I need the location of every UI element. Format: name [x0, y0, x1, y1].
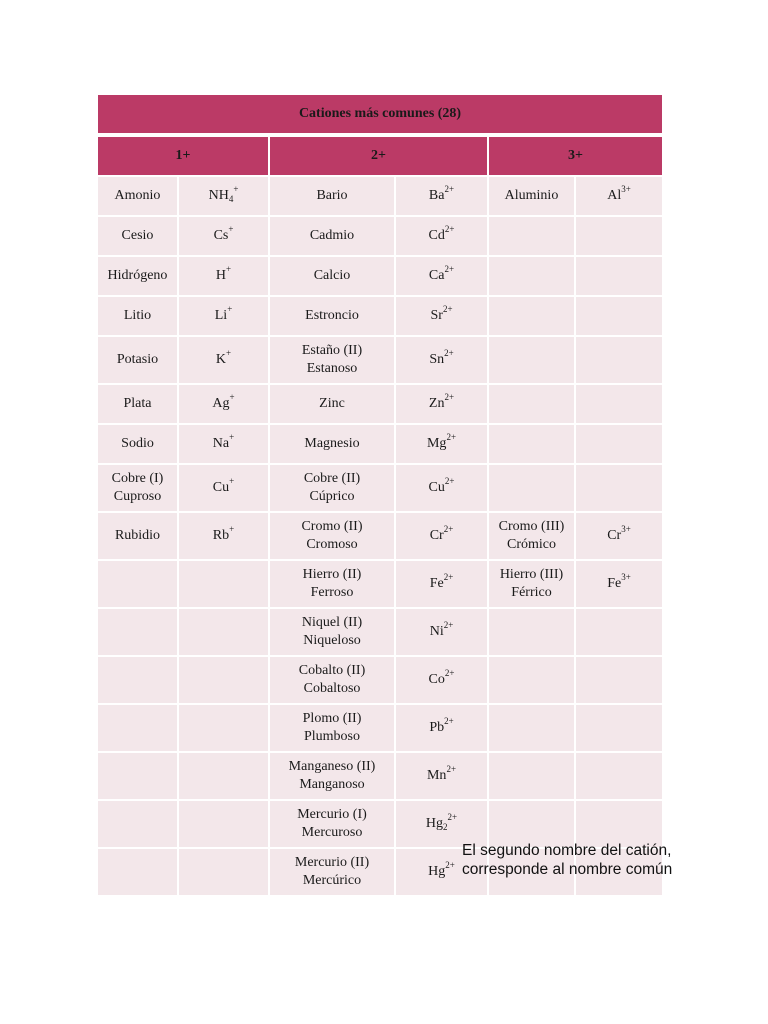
cation-1plus-name: [98, 423, 177, 463]
cation-2plus-name-line-1: Estaño (II): [301, 343, 363, 358]
cation-1plus-symbol-charge: +: [229, 524, 235, 534]
cation-1plus-symbol-subscript: 4: [228, 194, 234, 204]
cation-2plus-symbol-element: Hg: [428, 864, 446, 879]
cation-2plus-symbol-charge: 2+: [444, 224, 455, 234]
cation-3plus-symbol-charge: 3+: [621, 184, 631, 194]
cation-2plus-symbol: [394, 215, 487, 255]
cation-1plus-symbol: [177, 847, 268, 895]
table-row: [98, 463, 662, 511]
cation-3plus-symbol: [574, 703, 662, 751]
cations-table: [98, 95, 662, 895]
cation-2plus-symbol: [394, 423, 487, 463]
cation-3plus-name: [487, 751, 574, 799]
cation-2plus-symbol-element: Mg: [426, 436, 447, 451]
cation-2plus-name: [268, 607, 394, 655]
cation-2plus-symbol-element: Cu: [428, 480, 445, 495]
cation-2plus-name-line-2: Cobaltoso: [303, 681, 361, 696]
cation-2plus-name-line-1: Magnesio: [304, 436, 360, 451]
cation-2plus-symbol-charge: 2+: [444, 348, 454, 358]
cation-2plus-name: [268, 295, 394, 335]
cation-2plus-symbol: [394, 799, 487, 847]
cation-2plus-name-line-1: Manganeso (II): [288, 759, 376, 774]
cation-2plus-name: [268, 383, 394, 423]
cation-2plus-name: [268, 847, 394, 895]
cation-2plus-symbol-charge: 2+: [444, 476, 455, 486]
cation-2plus-name-line-1: Calcio: [313, 268, 351, 283]
cation-1plus-name: [98, 607, 177, 655]
cation-2plus-name: [268, 799, 394, 847]
cation-1plus-symbol-charge: +: [228, 224, 234, 234]
cation-1plus-name: [98, 215, 177, 255]
cation-2plus-name-line-1: Zinc: [319, 396, 345, 411]
cation-2plus-symbol-charge: 2+: [444, 668, 455, 678]
cation-3plus-symbol-charge: 3+: [621, 524, 631, 534]
cation-3plus-name: [487, 511, 574, 559]
cation-1plus-symbol: [177, 607, 268, 655]
cation-1plus-name: [98, 511, 177, 559]
cation-1plus-symbol-charge: +: [229, 476, 235, 486]
cation-2plus-symbol-charge: 2+: [443, 620, 454, 630]
cation-3plus-symbol: [574, 559, 662, 607]
cation-1plus-name: [98, 655, 177, 703]
cation-2plus-symbol-element: Sn: [429, 352, 445, 367]
cation-1plus-name-line-1: Sodio: [121, 436, 154, 451]
cation-1plus-symbol: [177, 215, 268, 255]
cation-3plus-symbol: [574, 463, 662, 511]
cation-2plus-symbol-charge: 2+: [443, 524, 454, 534]
cation-1plus-name: [98, 799, 177, 847]
cation-1plus-symbol: [177, 255, 268, 295]
cation-3plus-name: [487, 255, 574, 295]
cation-1plus-symbol: [177, 799, 268, 847]
cation-2plus-name: [268, 655, 394, 703]
cation-1plus-symbol-charge: +: [233, 184, 239, 194]
cation-1plus-name-line-1: Litio: [123, 308, 152, 323]
cation-3plus-name: [487, 175, 574, 215]
cation-1plus-name: [98, 175, 177, 215]
cation-1plus-name: [98, 255, 177, 295]
cation-2plus-symbol-charge: 2+: [442, 304, 453, 314]
cation-1plus-name: [98, 703, 177, 751]
cation-3plus-name-line-2: Crómico: [507, 537, 556, 552]
cation-2plus-symbol-charge: 2+: [444, 264, 455, 274]
cation-3plus-name: [487, 799, 574, 847]
cation-2plus-name: [268, 423, 394, 463]
cation-3plus-name: [487, 655, 574, 703]
cation-3plus-symbol: [574, 655, 662, 703]
cation-2plus-symbol-charge: 2+: [444, 392, 455, 402]
cation-2plus-name-line-1: Plomo (II): [302, 711, 362, 726]
group-header-2plus: 2+: [268, 137, 487, 175]
cation-2plus-name-line-2: Niqueloso: [303, 633, 361, 648]
cation-1plus-name-line-1: Plata: [123, 396, 152, 411]
cation-2plus-symbol-element: Fe: [429, 576, 444, 591]
table-row: [98, 383, 662, 423]
cation-2plus-symbol-charge: 2+: [445, 860, 455, 870]
cation-3plus-name-line-2: Férrico: [511, 585, 552, 600]
cation-1plus-symbol: [177, 511, 268, 559]
cation-3plus-name-line-1: Aluminio: [504, 188, 559, 203]
group-header-1plus: 1+: [98, 137, 268, 175]
cation-1plus-name-line-1: Potasio: [116, 352, 159, 367]
table-row: [98, 799, 662, 847]
cation-2plus-symbol-element: Hg: [425, 816, 444, 831]
cation-1plus-symbol-element: Cu: [212, 480, 230, 495]
cation-2plus-name: [268, 215, 394, 255]
cation-1plus-name-line-2: Cuproso: [113, 489, 162, 504]
cation-2plus-name-line-1: Cromo (II): [301, 519, 363, 534]
cation-1plus-symbol-element: Na: [212, 436, 230, 451]
table-row: [98, 751, 662, 799]
cation-1plus-symbol: [177, 463, 268, 511]
cation-1plus-symbol: [177, 175, 268, 215]
cation-2plus-name-line-1: Cobre (II): [303, 471, 361, 486]
cation-2plus-symbol-element: Ni: [429, 624, 444, 639]
cation-2plus-name-line-2: Ferroso: [310, 585, 354, 600]
cation-3plus-symbol: [574, 751, 662, 799]
cation-3plus-name-line-1: Cromo (III): [498, 519, 565, 534]
cation-1plus-name: [98, 383, 177, 423]
cation-2plus-symbol-charge: 2+: [447, 812, 458, 822]
table-row: [98, 511, 662, 559]
cation-2plus-name-line-1: Mercurio (II): [294, 855, 370, 870]
cation-3plus-symbol: [574, 383, 662, 423]
cation-3plus-name-line-1: Hierro (III): [499, 567, 564, 582]
cation-3plus-name: [487, 559, 574, 607]
cation-2plus-symbol-charge: 2+: [443, 572, 454, 582]
cation-2plus-symbol-charge: 2+: [446, 432, 457, 442]
cation-3plus-symbol: [574, 799, 662, 847]
cation-2plus-symbol: [394, 175, 487, 215]
cation-2plus-name-line-2: Mercuroso: [301, 825, 363, 840]
cation-1plus-name-line-1: Cesio: [121, 228, 154, 243]
cation-3plus-symbol-element: Cr: [607, 528, 622, 543]
cation-2plus-symbol: [394, 383, 487, 423]
cation-3plus-symbol-element: Al: [607, 188, 622, 203]
cation-2plus-name-line-2: Plumboso: [303, 729, 360, 744]
cation-1plus-name: [98, 751, 177, 799]
cation-1plus-name: [98, 847, 177, 895]
cation-2plus-name: [268, 175, 394, 215]
cation-1plus-symbol: [177, 295, 268, 335]
group-header-3plus: 3+: [487, 137, 662, 175]
table-row: [98, 255, 662, 295]
cation-2plus-symbol-charge: 2+: [444, 184, 455, 194]
cation-3plus-symbol: [574, 335, 662, 383]
table-row: [98, 215, 662, 255]
cation-1plus-symbol: [177, 703, 268, 751]
cation-2plus-symbol-charge: 2+: [446, 764, 457, 774]
cation-3plus-symbol: [574, 607, 662, 655]
cation-1plus-symbol: [177, 559, 268, 607]
cation-2plus-name: [268, 751, 394, 799]
cation-2plus-symbol: [394, 703, 487, 751]
cation-1plus-symbol-element: NH: [208, 188, 229, 203]
cation-1plus-name: [98, 463, 177, 511]
table-title: Cationes más comunes (28): [98, 95, 662, 137]
cation-1plus-name: [98, 295, 177, 335]
cation-2plus-name-line-1: Cadmio: [309, 228, 355, 243]
cation-1plus-symbol-element: Li: [214, 308, 228, 323]
cation-2plus-symbol: [394, 295, 487, 335]
cation-3plus-name: [487, 295, 574, 335]
cation-2plus-symbol: [394, 335, 487, 383]
table-row: [98, 559, 662, 607]
cation-2plus-name-line-2: Cromoso: [306, 537, 358, 552]
cation-2plus-name-line-1: Estroncio: [305, 308, 359, 323]
cation-2plus-symbol: [394, 655, 487, 703]
cation-3plus-name: [487, 215, 574, 255]
cation-1plus-symbol: [177, 383, 268, 423]
cation-2plus-symbol-element: Co: [428, 672, 445, 687]
footnote-line-2: corresponde al nombre común: [462, 861, 673, 878]
cation-2plus-name: [268, 559, 394, 607]
cation-2plus-name-line-1: Niquel (II): [301, 615, 363, 630]
cation-3plus-name: [487, 463, 574, 511]
cation-3plus-symbol: [574, 511, 662, 559]
cation-1plus-symbol-element: Cs: [213, 228, 229, 243]
cation-2plus-symbol-element: Pb: [429, 720, 445, 735]
cation-3plus-name: [487, 383, 574, 423]
cation-2plus-name-line-1: Cobalto (II): [298, 663, 366, 678]
cation-1plus-symbol-charge: +: [229, 392, 235, 402]
cation-3plus-name: [487, 703, 574, 751]
cation-2plus-name-line-1: Mercurio (I): [297, 807, 367, 822]
cation-2plus-symbol-element: Zn: [428, 396, 445, 411]
cation-3plus-symbol: [574, 175, 662, 215]
cation-2plus-symbol-element: Mn: [426, 768, 447, 783]
cation-1plus-symbol-element: K: [215, 352, 227, 367]
cation-2plus-symbol: [394, 255, 487, 295]
cation-3plus-name: [487, 423, 574, 463]
cation-1plus-symbol-element: H: [215, 268, 227, 283]
table-row: [98, 655, 662, 703]
cation-1plus-name: [98, 559, 177, 607]
cation-3plus-name: [487, 607, 574, 655]
cation-2plus-symbol: [394, 559, 487, 607]
cation-2plus-symbol: [394, 463, 487, 511]
cation-2plus-symbol-element: Ba: [428, 188, 445, 203]
cation-1plus-name-line-1: Cobre (I): [111, 471, 164, 486]
table-row: [98, 175, 662, 215]
footnote-line-1: El segundo nombre del catión,: [462, 842, 672, 859]
cation-3plus-symbol: [574, 215, 662, 255]
cation-2plus-symbol: [394, 751, 487, 799]
cation-1plus-name-line-1: Amonio: [114, 188, 161, 203]
table-row: [98, 423, 662, 463]
cation-1plus-symbol-charge: +: [227, 304, 233, 314]
cation-2plus-symbol-subscript: 2: [443, 822, 448, 832]
cation-2plus-name: [268, 703, 394, 751]
cation-3plus-name: [487, 335, 574, 383]
cation-3plus-symbol: [574, 255, 662, 295]
cation-2plus-name-line-1: Hierro (II): [302, 567, 362, 582]
cation-1plus-name: [98, 335, 177, 383]
cation-2plus-name-line-1: Bario: [316, 188, 348, 203]
cation-1plus-symbol-charge: +: [226, 348, 232, 358]
cation-1plus-symbol: [177, 751, 268, 799]
cation-2plus-name: [268, 511, 394, 559]
cation-1plus-symbol-charge: +: [226, 264, 232, 274]
table-row: [98, 335, 662, 383]
cation-3plus-symbol: [574, 423, 662, 463]
cation-2plus-symbol-element: Cd: [428, 228, 445, 243]
cation-2plus-symbol-element: Cr: [429, 528, 444, 543]
footnote: [462, 841, 702, 879]
cation-2plus-symbol-element: Ca: [428, 268, 445, 283]
cation-3plus-symbol-element: Fe: [607, 576, 622, 591]
cation-1plus-symbol: [177, 423, 268, 463]
cation-1plus-symbol: [177, 335, 268, 383]
cation-2plus-symbol: [394, 511, 487, 559]
cation-2plus-name-line-2: Manganoso: [299, 777, 365, 792]
cation-2plus-name: [268, 463, 394, 511]
cation-1plus-name-line-1: Hidrógeno: [107, 268, 168, 283]
cation-2plus-name: [268, 255, 394, 295]
table-row: [98, 607, 662, 655]
cation-2plus-name-line-2: Cúprico: [309, 489, 355, 504]
cation-2plus-symbol-element: Sr: [430, 308, 443, 323]
cation-1plus-name-line-1: Rubidio: [114, 528, 161, 543]
cation-1plus-symbol-element: Ag: [212, 396, 230, 411]
cation-3plus-symbol-charge: 3+: [621, 572, 631, 582]
cation-2plus-name: [268, 335, 394, 383]
cation-3plus-symbol: [574, 295, 662, 335]
cation-2plus-name-line-2: Mercúrico: [302, 873, 362, 888]
cation-2plus-symbol: [394, 607, 487, 655]
table-row: [98, 703, 662, 751]
cation-1plus-symbol: [177, 655, 268, 703]
cation-1plus-symbol-charge: +: [229, 432, 235, 442]
cation-2plus-symbol-charge: 2+: [444, 716, 454, 726]
cation-1plus-symbol-element: Rb: [212, 528, 230, 543]
cation-2plus-name-line-2: Estanoso: [306, 361, 358, 376]
table-row: [98, 295, 662, 335]
